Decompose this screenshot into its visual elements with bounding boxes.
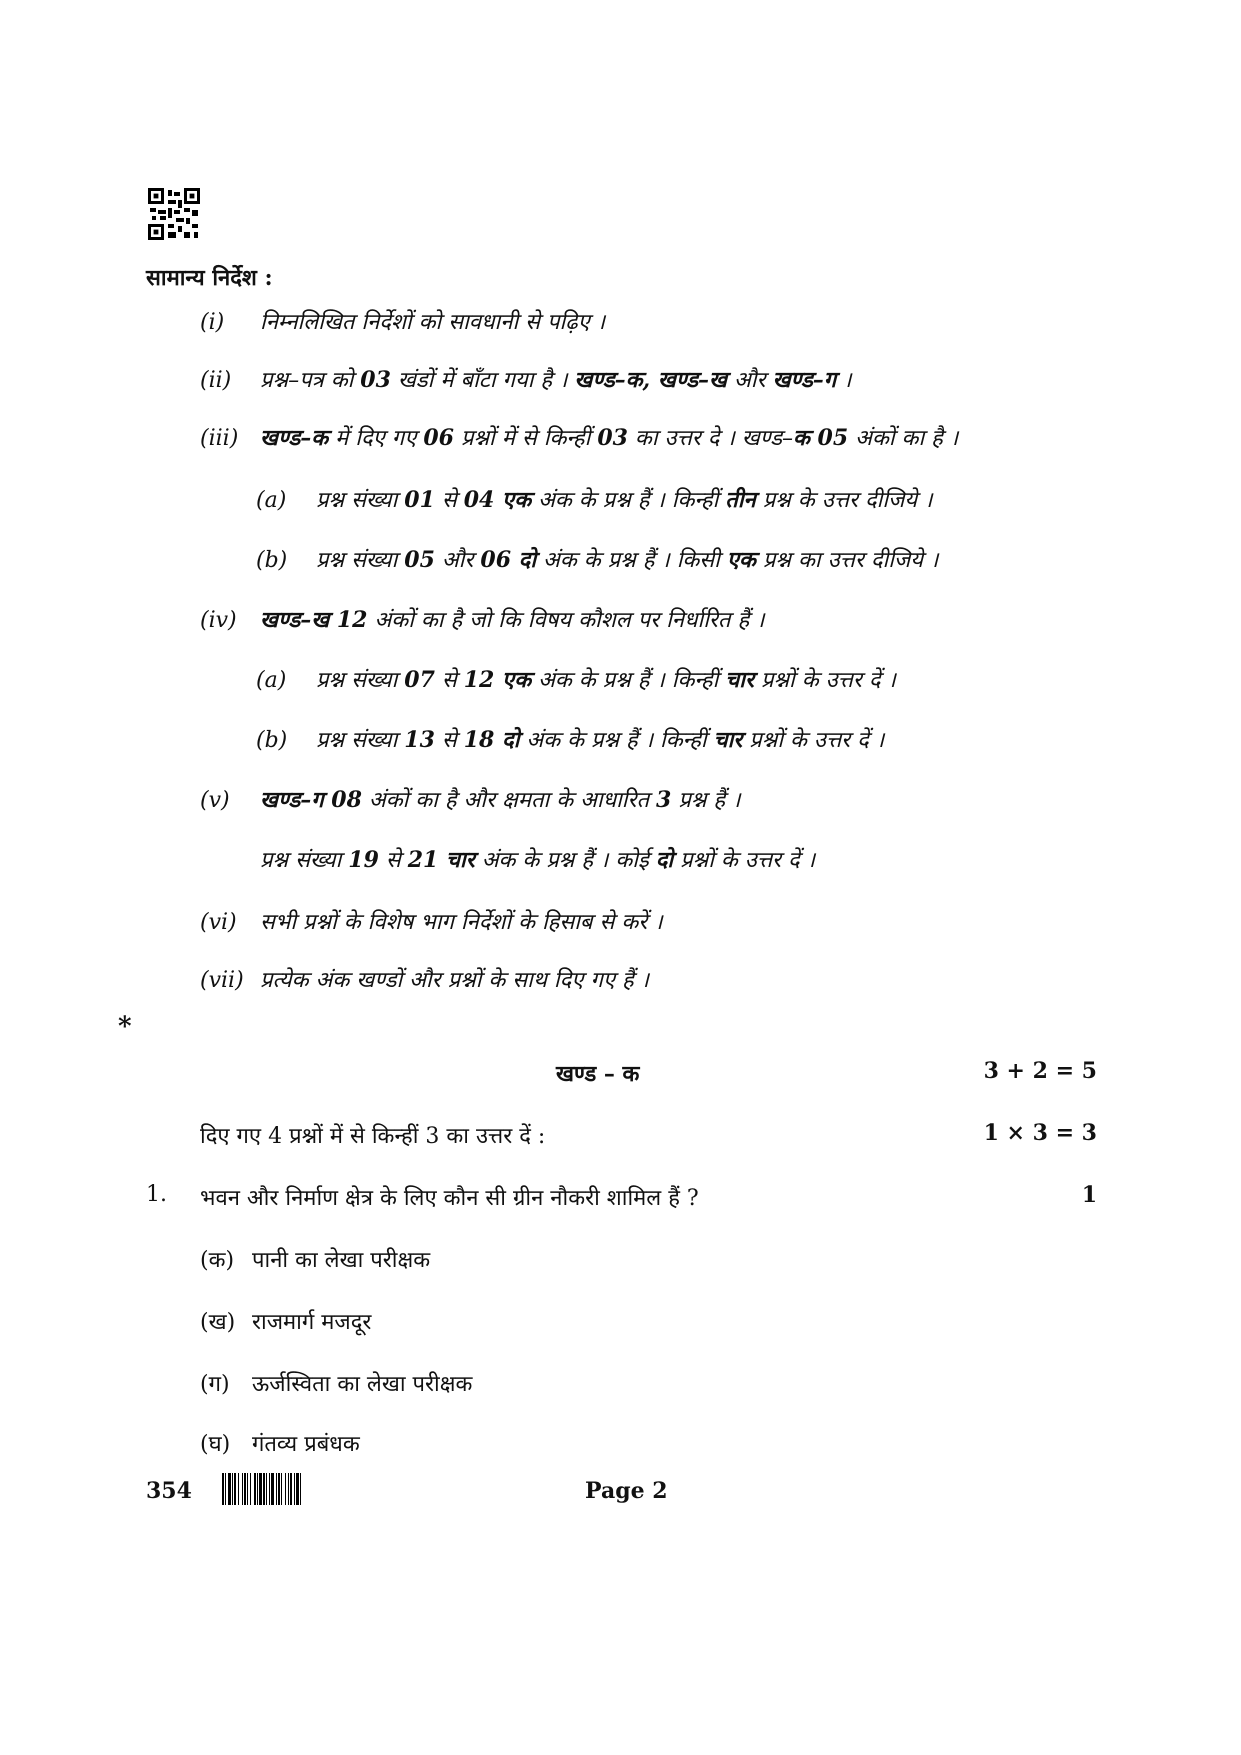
option-label: (ग)	[200, 1372, 230, 1397]
barcode-bar	[250, 1473, 251, 1505]
instruction-item	[200, 906, 663, 936]
instruction-text: 19	[348, 847, 379, 873]
instruction-number: (b)	[256, 728, 288, 753]
instruction-text: प्रश्न का उत्तर दीजिये ।	[755, 548, 939, 573]
barcode-bar	[281, 1473, 282, 1505]
barcode-bar	[300, 1473, 301, 1505]
instruction-item	[256, 484, 932, 514]
instruction-number: (v)	[200, 788, 230, 813]
instruction-text: खण्ड–क, खण्ड–ख	[574, 367, 728, 393]
instruction-text: 06	[423, 425, 454, 451]
general-instructions-heading: सामान्य निर्देश :	[146, 265, 273, 291]
instruction-item	[200, 784, 740, 814]
option-text: ऊर्जस्विता का लेखा परीक्षक	[252, 1372, 473, 1397]
option-text: राजमार्ग मजदूर	[252, 1310, 372, 1335]
instruction-text: से	[434, 488, 464, 513]
barcode-bar	[259, 1473, 262, 1505]
instruction-text: प्रश्न–पत्र को	[260, 368, 361, 393]
barcode-bar	[271, 1473, 274, 1505]
barcode-bar	[290, 1473, 292, 1505]
option-text: गंतव्य प्रबंधक	[252, 1432, 360, 1457]
instruction-text: खण्ड–ख 12	[260, 607, 368, 633]
instruction-text: निम्नलिखित निर्देशों को सावधानी से पढ़िए ।	[260, 310, 606, 335]
section-marks: 3 + 2 = 5	[983, 1058, 1097, 1084]
instruction-number: (b)	[256, 548, 288, 573]
option-label: (घ)	[200, 1432, 231, 1457]
instruction-text: अंकों का है जो कि विषय कौशल पर निर्धारित हैं ।	[367, 608, 765, 633]
instruction-text: 03	[360, 367, 391, 393]
section-instruction: दिए गए 4 प्रश्नों में से किन्हीं 3 का उत्तर दें :	[200, 1124, 546, 1149]
instruction-item	[200, 844, 815, 874]
instruction-item	[200, 964, 649, 994]
question-marks: 1	[1081, 1182, 1097, 1208]
star-mark: *	[118, 1012, 132, 1042]
option-label: (क)	[200, 1248, 235, 1273]
instruction-text: 21 चार	[407, 847, 475, 873]
instruction-item	[200, 364, 852, 394]
instruction-text: खंडों में बाँटा गया है ।	[390, 368, 575, 393]
instruction-number: (a)	[256, 488, 287, 513]
instruction-text: अंक के प्रश्न हैं । कोई	[474, 848, 656, 873]
instruction-text: अंकों का है ।	[848, 426, 959, 451]
instruction-text: से	[434, 728, 464, 753]
barcode-bar	[234, 1473, 236, 1505]
instruction-number: (iv)	[200, 608, 237, 633]
section-title: खण्ड – क	[556, 1061, 640, 1087]
paper-code: 354	[146, 1478, 192, 1504]
instruction-text: प्रश्न संख्या	[260, 848, 349, 873]
option-text: पानी का लेखा परीक्षक	[252, 1248, 431, 1273]
instruction-text: प्रत्येक अंक खण्डों और प्रश्नों के साथ दिए गए हैं ।	[260, 968, 650, 993]
instruction-text: अंक के प्रश्न हैं । किन्हीं	[519, 728, 714, 753]
barcode-bar	[242, 1473, 243, 1505]
barcode-bar	[263, 1473, 265, 1505]
instruction-text: से	[378, 848, 408, 873]
barcode-bar	[266, 1473, 267, 1505]
barcode-bar	[276, 1473, 277, 1505]
instruction-text: अंक के प्रश्न हैं । किसी	[536, 548, 727, 573]
barcode-bar	[294, 1473, 295, 1505]
instruction-text: प्रश्न संख्या	[316, 728, 405, 753]
instruction-text: 18 दो	[463, 727, 520, 753]
barcode-bar	[254, 1473, 256, 1505]
instruction-text: प्रश्न संख्या	[316, 548, 405, 573]
barcode-bar	[269, 1473, 270, 1505]
instruction-text: अंक के प्रश्न हैं । किन्हीं	[531, 668, 726, 693]
barcode-bar	[288, 1473, 289, 1505]
barcode-bar	[296, 1473, 299, 1505]
instruction-text: 04 एक	[463, 487, 532, 513]
barcode-icon	[222, 1473, 392, 1505]
barcode-bar	[225, 1473, 226, 1505]
barcode-bar	[278, 1473, 280, 1505]
instruction-number: (vii)	[200, 968, 244, 993]
instruction-text: का उत्तर दे । खण्ड–	[627, 426, 793, 451]
barcode-bar	[222, 1473, 224, 1505]
instruction-text: खण्ड–ग 08	[260, 787, 362, 813]
instruction-text: से	[434, 668, 464, 693]
instruction-item	[256, 544, 938, 574]
instruction-text: 06 दो	[480, 547, 537, 573]
barcode-bar	[257, 1473, 258, 1505]
instruction-text: 13	[404, 727, 435, 753]
instruction-number: (ii)	[200, 368, 232, 393]
barcode-bar	[238, 1473, 239, 1505]
instruction-text: प्रश्नों में से किन्हीं	[453, 426, 598, 451]
question-number: 1.	[146, 1182, 167, 1207]
instruction-text: अंक के प्रश्न हैं । किन्हीं	[531, 488, 726, 513]
instruction-text: प्रश्नों के उत्तर दें ।	[753, 668, 896, 693]
instruction-text: प्रश्नों के उत्तर दें ।	[673, 848, 816, 873]
barcode-bar	[285, 1473, 286, 1505]
instruction-text: और	[727, 368, 773, 393]
instruction-text: सभी प्रश्नों के विशेष भाग निर्देशों के हिसाब से करें ।	[260, 910, 663, 935]
barcode-bar	[232, 1473, 233, 1505]
instruction-text: 01	[404, 487, 435, 513]
instruction-text: प्रश्न के उत्तर दीजिये ।	[755, 488, 933, 513]
instruction-number: (i)	[200, 310, 225, 335]
barcode-bar	[247, 1473, 248, 1505]
instruction-text: प्रश्न हैं ।	[671, 788, 741, 813]
instruction-text: 12 एक	[463, 667, 532, 693]
barcode-bar	[244, 1473, 246, 1505]
instruction-text: खण्ड–ग	[772, 367, 837, 393]
barcode-bar	[228, 1473, 231, 1505]
option-label: (ख)	[200, 1310, 236, 1335]
instruction-text: चार	[713, 727, 743, 753]
instruction-text: 3	[656, 787, 672, 813]
question-text: भवन और निर्माण क्षेत्र के लिए कौन सी ग्रीन नौकरी शामिल हैं ?	[200, 1186, 699, 1211]
section-instruction-marks: 1 × 3 = 3	[983, 1120, 1097, 1146]
instruction-text: 03	[597, 425, 628, 451]
instruction-text: प्रश्न संख्या	[316, 488, 405, 513]
instruction-item	[200, 422, 958, 452]
instruction-text: ।	[836, 368, 852, 393]
instruction-text: प्रश्न संख्या	[316, 668, 405, 693]
instruction-item	[200, 604, 764, 634]
instruction-text: में दिए गए	[328, 426, 424, 451]
option-ga	[200, 1368, 472, 1398]
instruction-text: एक	[726, 547, 756, 573]
instruction-number: (vi)	[200, 910, 237, 935]
instruction-text: अंकों का है और क्षमता के आधारित	[361, 788, 657, 813]
instruction-text: 05	[404, 547, 435, 573]
instruction-text: तीन	[725, 487, 756, 513]
instruction-text: खण्ड–क	[260, 425, 329, 451]
instruction-number: (a)	[256, 668, 287, 693]
option-kha	[200, 1306, 371, 1336]
instruction-text: प्रश्नों के उत्तर दें ।	[742, 728, 885, 753]
instruction-item	[200, 306, 605, 336]
option-gha	[200, 1428, 360, 1458]
instruction-item	[256, 724, 884, 754]
instruction-text: और	[434, 548, 481, 573]
qr-code-icon	[148, 188, 200, 240]
instruction-text: दो	[655, 847, 674, 873]
instruction-item	[256, 664, 896, 694]
option-ka	[200, 1244, 430, 1274]
instruction-text: चार	[725, 667, 754, 693]
instruction-number: (iii)	[200, 426, 239, 451]
page-number: Page 2	[585, 1478, 668, 1504]
instruction-text: 07	[404, 667, 435, 693]
instruction-text: क 05	[793, 425, 849, 451]
